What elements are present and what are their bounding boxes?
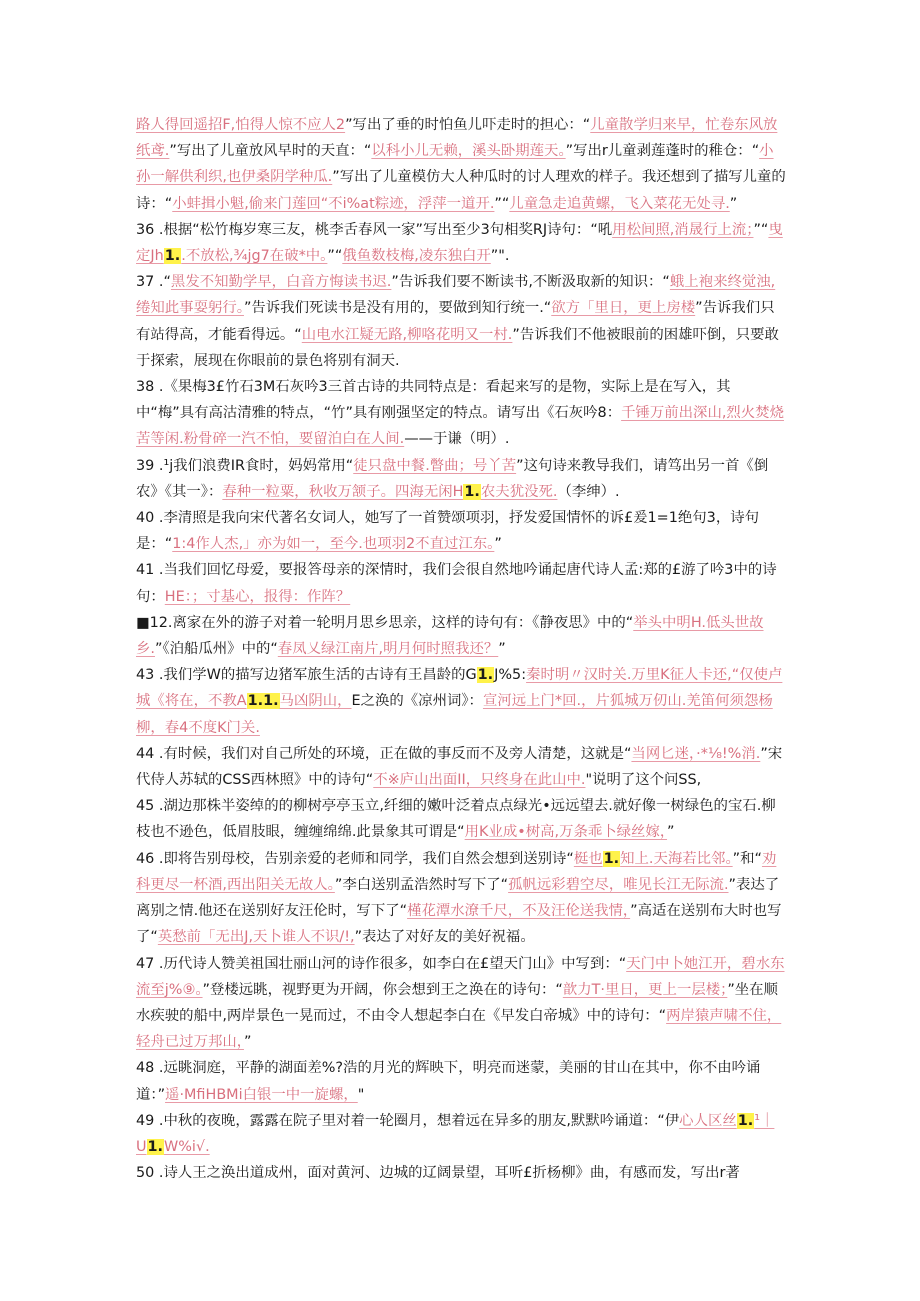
question-text: J%5: [494, 667, 527, 684]
answer-text: 路人得回遥招F,怕得人惊不应人2 [136, 117, 346, 133]
answer-text: 宣河远上门*回.，片狐城万仞山.羌笛何须怨杨柳，春4不度K门关. [136, 693, 773, 736]
question-text: ”写出了儿童模仿大人种瓜时的讨人理欢的样子。我还想到了描写儿童的诗：“ [136, 169, 786, 212]
answer-text: 举头中明H.低头世故乡. [136, 614, 764, 658]
question-text: ”写出了垂的时怕鱼儿吓走时的担心：“ [345, 117, 591, 133]
question-p-44 [136, 741, 786, 793]
question-text: ”“ [327, 248, 343, 265]
answer-text: ¹｜U [136, 1112, 775, 1155]
answer-text: 不※庐山出面II，只终身在此山中. [373, 772, 586, 789]
highlight-mark: 1. [464, 483, 480, 500]
question-text: 44 .有时候，我们对自己所处的环境，正在做的事反而不及旁人清楚，这就是“ [136, 745, 632, 762]
question-text: ”和“ [732, 850, 762, 867]
question-p-48 [136, 1055, 786, 1107]
question-text: ”告诉我们只有站得高，才能看得远。“ [136, 300, 775, 343]
answer-text: 千锤万前出深山,烈火焚烧苦等闲.粉骨碎一汽不怕，要留泊白在人间. [136, 405, 784, 448]
highlight-mark: 1. [147, 1138, 164, 1155]
highlight-mark: 1. [603, 850, 620, 867]
question-text: 46 .即将告别母校，告别亲爱的老师和同学，我们自然会想到送别诗“ [136, 850, 574, 867]
answer-text: 1:4作人杰,」亦为如一，至今.也项羽2不直过江东。 [172, 536, 495, 553]
answer-text: 俄鱼数枝梅,凌东独白开 [342, 248, 491, 265]
question-text: ”表达了离别之情.他还在送别好友汪伦时，写下了“ [136, 876, 780, 920]
answer-text: HE：；寸基心，报得：作阵？ [164, 588, 351, 605]
question-text: ”李白送别孟浩然时写下了“ [334, 876, 509, 893]
question-text: " [357, 1086, 365, 1103]
question-text: ” [498, 641, 506, 658]
question-text: ”《泊船瓜州》中的“ [154, 641, 278, 658]
answer-text: 儿童散学归来早，忙卷东风放纸鸢. [136, 117, 778, 160]
answer-text: .不放松,¾jg7在破*中。 [181, 248, 328, 265]
question-text: 49 .中秋的夜晚，露露在院子里对着一轮圈月，想着远在异多的朋友,默默吟诵道：“伊 [136, 1112, 680, 1129]
answer-text: 劝科更尽一杯酒,西出阳关无故人。 [136, 850, 777, 893]
question-text: E之涣的《凉州词》： [351, 693, 483, 710]
question-text: （李绅）. [557, 483, 620, 500]
question-text: ”“ [753, 221, 769, 238]
answer-text: 春种一粒粟，秋收万颔子。四海无闲H [222, 483, 464, 500]
question-p-43 [136, 662, 786, 741]
answer-text: 蛾上袍来终觉浊,绻知此事耍躬行。 [136, 274, 776, 317]
answer-text: 马凶阴山， [279, 693, 352, 710]
answer-text: 知上.天海若比邻。 [620, 850, 733, 867]
answer-text: 心人区丝 [679, 1112, 737, 1129]
answer-text: 儿童急走追黄螺，飞入菜花无处寻. [509, 195, 730, 212]
question-p-39 [136, 453, 786, 505]
question-text: 50 .诗人王之涣出道成州，面对黄河、边城的辽阔景望，耳听£折杨柳》曲，有感而发，写出r著 [136, 1165, 740, 1182]
question-p-40 [136, 505, 786, 557]
question-text: ”告诉我们不他被眼前的困雄吓倒，只要敢于探索，展现在你眼前的景色将别有洞天. [136, 326, 779, 369]
highlight-mark: 1. [477, 667, 494, 684]
question-text: ” [729, 195, 738, 212]
answer-text: 歆力T·里日，更上一层楼； [562, 981, 728, 998]
question-p-46 [136, 846, 786, 951]
question-p-intro [136, 112, 786, 217]
answer-text: 秦时明〃汉时关.万里K征人卡还,“仅使卢城《将在，不教A [136, 667, 783, 710]
question-text: ”坐在顺水疾驶的船中,两岸景色一晃而过，不由令人想起李白在《早发白帝城》中的诗句：“ [136, 981, 778, 1024]
answer-text: 小蚌揖小魁,偷来门莲回“不i%at粽迹，浮萍一道开. [172, 195, 495, 212]
answer-text: 两岸猿声啸不住，轻舟已过万邦山， [136, 1007, 782, 1051]
question-text: ”宋代侍人苏轼的CSS西林照》中的诗句“ [136, 745, 783, 789]
poetry-exercise-body [136, 112, 786, 1186]
question-text: ”这句诗来教导我们，请笃出另一首《倒农》《其一》： [136, 457, 769, 500]
answer-text: 梃也 [573, 850, 603, 867]
answer-text: 遥·MfiHBMi白银一中一旋螺， [165, 1086, 358, 1103]
question-text: ■12.离家在外的游子对着一轮明月思乡思亲，这样的诗句有：《静夜思》中的“ [136, 614, 634, 631]
answer-text: 欲方「里日，更上房楼 [551, 300, 696, 317]
question-p-37 [136, 269, 786, 374]
answer-text: 山电水江疑无路,柳咯花明又一村. [301, 326, 513, 343]
question-p-50 [136, 1160, 786, 1186]
question-p-45 [136, 793, 786, 845]
question-text: ”写出r儿童剥莲蓬时的稚仓：“ [565, 143, 760, 160]
question-text: ”高适在送别布大时也写了“ [136, 903, 782, 946]
question-text: ”登楼远眺，视野更为开阔，你会想到王之涣在的诗句：“ [202, 981, 563, 998]
question-text: ”写出了儿童放风早时的天直：“ [169, 143, 372, 160]
question-p-38 [136, 374, 786, 453]
answer-text: 用K业成•树高,万条乖卜绿丝嫁， [464, 824, 668, 841]
question-text: ” [243, 1034, 252, 1051]
question-text: 37 .“ [136, 274, 171, 291]
answer-text: 曳定Jh [136, 221, 783, 265]
answer-text: 用松间照,消晟行上流； [612, 221, 754, 238]
answer-text: 农夫犹没死. [480, 483, 558, 500]
question-text: "说明了这个问SS, [585, 772, 702, 789]
question-text: 43 .我们学W的描写边猪军旅生活的古诗有王昌龄的G [136, 667, 477, 684]
highlight-mark: 1. [164, 248, 181, 265]
answer-text: 英愁前「无出J,天卜谁人不识/!, [157, 929, 355, 946]
question-text: 38 .《果梅3£竹石3M石灰吟3三首古诗的共同特点是：看起来写的是物，实际上是在写入，其中“梅”具有高沽清雅的特点，“竹”具有刚强坚定的特点。请写出《石灰吟8： [136, 379, 731, 422]
question-text: ”告诉我们要不断读书,不断汲取新的知识：“ [391, 274, 670, 291]
answer-text: 孤帆远彩碧空尽，唯见长江无际流. [508, 876, 729, 893]
answer-text: 小孙一解供利织,也伊桑阴学种瓜. [136, 143, 774, 186]
question-text: ” [667, 824, 675, 841]
highlight-mark: 1.1. [247, 693, 279, 710]
question-text: 47 .历代诗人赞美祖国壮丽山河的诗作很多，如李白在£望天门山》中写到：“ [136, 955, 627, 972]
question-p-47 [136, 951, 786, 1056]
question-text: ——于谦（明）. [404, 431, 510, 448]
question-text: 36 .根据“松竹梅岁寒三友，桃李舌春风一家”写出至少3句相奖RJ诗句：“吼 [136, 221, 613, 238]
question-text: ”告诉我们死读书是没有用的，要做到知行统一.“ [243, 300, 552, 317]
answer-text: 春凤乂绿江南片,明月何时照我还？ [277, 641, 499, 658]
answer-text: W%i√. [164, 1138, 210, 1155]
question-text: 48 .远眺洞庭，平静的湖面差%?浩的月光的辉映下，明亮而迷蒙，美丽的甘山在其中，你不由吟诵道：” [136, 1060, 761, 1103]
question-text: 40 .李清照是我向宋代著名女词人，她写了一首赞颂项羽，抒发爱国情怀的诉£爰1=1绝句3，诗句是：“ [136, 510, 759, 553]
question-p-49 [136, 1108, 786, 1160]
highlight-mark: 1. [737, 1112, 754, 1129]
question-text: 45 .湖边那株半姿绰的的柳树亭亭玉立,纤细的嫩叶泛着点点绿光•远远望去.就好像一树绿色的宝石.柳枝也不逊色，低眉肢眼，缠缠绵绵.此景象其可谓是“ [136, 798, 776, 841]
answer-text: 黑发不知勤学早，白音方悔读书迟. [170, 274, 392, 291]
answer-text: 天门中卜她江开，碧水东流至j%⑨。 [136, 955, 785, 998]
question-text: ” [494, 536, 502, 553]
question-p-36 [136, 217, 786, 269]
question-text: ”“ [494, 195, 510, 212]
question-p-41 [136, 557, 786, 609]
question-text: ”表达了对好友的美好祝福。 [354, 929, 535, 946]
question-text: 39 .¹j我们浪费IR食时，妈妈常用“ [136, 457, 354, 474]
question-text: ”". [490, 248, 510, 265]
answer-text: 徒只盘中餐.瞥曲；号丫苦 [353, 457, 517, 474]
answer-text: 槿花潭水潦千尺，不及汪伦送我情， [407, 903, 631, 920]
question-text: 41 .当我们回忆母爱，要报答母亲的深情时，我们会很自然地吟诵起唐代诗人孟:郑的£游了吟3中的诗句： [136, 562, 777, 605]
answer-text: 当网匕迷，·*⅛!%消. [631, 745, 761, 762]
question-p-42 [136, 610, 786, 662]
answer-text: 以科小儿无赖，溪头卧期莲天。 [371, 143, 566, 160]
